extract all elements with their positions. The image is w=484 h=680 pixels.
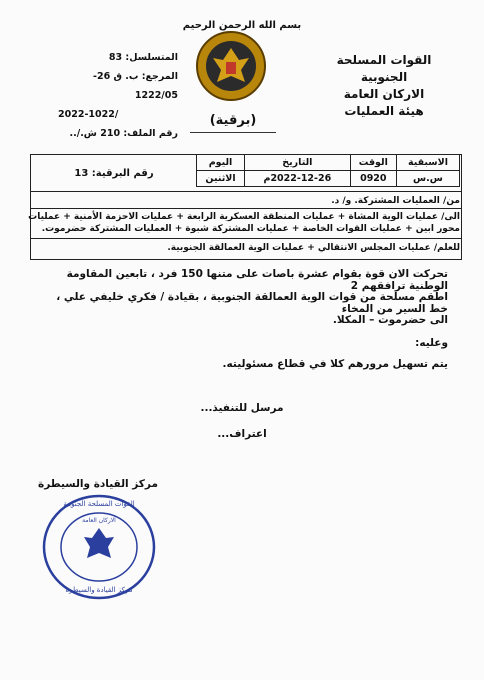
reference-number: المرجع: ب. ق 26-1222/05: [93, 71, 178, 101]
info-table: [196, 154, 460, 187]
document-type: (برقية): [209, 113, 257, 128]
body-line-1: تحركت الان قوة بقوام عشرة باصات على متنها 150 فرد ، تابعين المقاومة الوطنية ترافقهم 2: [66, 268, 448, 292]
stamp-top-text: القوات المسلحة الجنوبية: [63, 500, 135, 508]
org-line-operations: هيئة العمليات: [344, 104, 424, 118]
date-header: التاريخ: [245, 155, 351, 171]
acknowledgement: اعتراف...: [217, 428, 267, 440]
stamp-bottom-text: مركز القيادة والسيطرة: [65, 586, 133, 594]
reference-block: [58, 48, 178, 143]
basmala: بسم الله الرحمن الرحيم: [182, 20, 302, 31]
serial-number: المتسلسل: 83: [108, 52, 178, 63]
routing-to: الى/ عمليات الوية المشاة + عمليات المنطقة العسكرية الرابعة + عمليات الاحزمة الأمنية + عمليات محور ابين + عمليات القوات الخاصة + عمليات المشتركة شبوة + العمليات المشتركة حضرموت.: [28, 212, 460, 234]
body-line-2: اطقم مسلحة من قوات الوية العمالقة الجنوبية ، بقيادة / فكري خليفي علي ، خط السير من المخاء: [56, 291, 448, 315]
body-line-3: الى حضرموت – المكلا.: [332, 314, 448, 326]
routing-from: من/ العمليات المشتركة. و/ د.: [331, 196, 460, 206]
divider-from: [30, 191, 462, 192]
official-stamp: [40, 492, 158, 602]
signature-label: مركز القيادة والسيطرة: [38, 478, 158, 490]
priority-value: س.س: [396, 171, 459, 187]
file-number: رقم الملف: 210 ش./..: [69, 128, 178, 139]
divider-info: [30, 238, 462, 239]
routing-info: للعلم/ عمليات المجلس الانتقالي + عمليات الوية العمالقة الجنوبية.: [167, 243, 460, 253]
stamp-mid-text: الاركان العامة: [82, 517, 116, 524]
date-value: 2022-12-26م: [245, 171, 351, 187]
info-table-header-row: [197, 155, 460, 171]
org-line-forces: القوات المسلحة الجنوبية: [336, 53, 432, 84]
time-header: الوقت: [350, 155, 396, 171]
southern-emblem-logo: [195, 30, 267, 102]
priority-header: الاسبقية: [396, 155, 459, 171]
reference-date: /2022-1022: [58, 109, 119, 120]
org-header: [314, 52, 454, 120]
time-value: 0920: [350, 171, 396, 187]
title-underline: [190, 132, 276, 133]
sent-for-execution: مرسل للتنفيذ...: [200, 402, 284, 414]
divider-to: [30, 208, 462, 209]
body-therefore: وعليه:: [415, 337, 448, 349]
org-line-staff: الاركان العامة: [343, 87, 425, 101]
body-instruction: يتم تسهيل مرورهم كلا في قطاع مسئوليته.: [222, 358, 448, 370]
day-header: اليوم: [197, 155, 245, 171]
info-table-value-row: [197, 171, 460, 187]
day-value: الاثنين: [197, 171, 245, 187]
burqa-number: رقم البرقية: 13: [74, 168, 154, 179]
